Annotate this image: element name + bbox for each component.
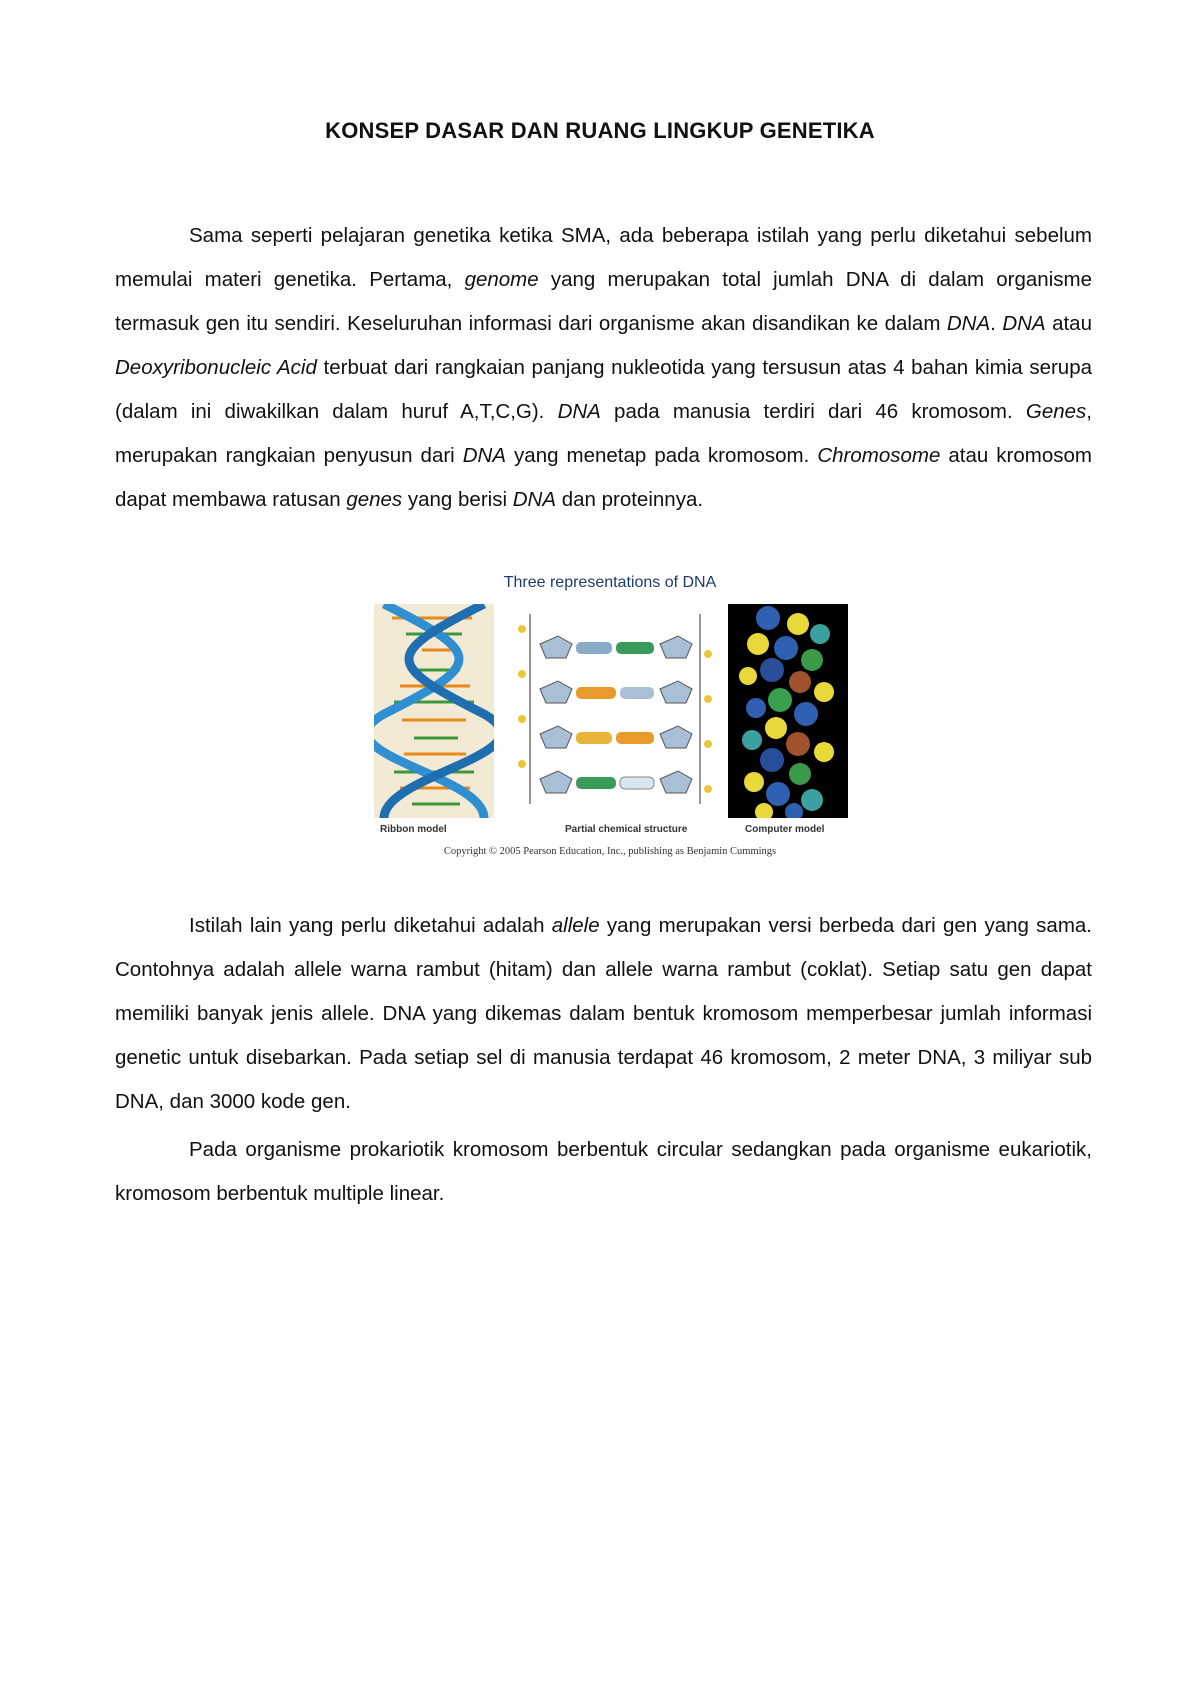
text-run: atau kromosom dapat membawa ratusan bbox=[115, 444, 1092, 511]
paragraph-intro bbox=[115, 214, 1092, 522]
caption-computer-model: Computer model bbox=[745, 824, 825, 835]
text-run: dan proteinnya. bbox=[556, 488, 704, 511]
italic-term: Chromosome bbox=[817, 444, 941, 467]
italic-term: genes bbox=[346, 488, 403, 511]
figure-copyright: Copyright © 2005 Pearson Education, Inc., publishing as Benjamin Cummings bbox=[443, 846, 777, 857]
caption-ribbon-model: Ribbon model bbox=[380, 824, 447, 835]
computer-model-image bbox=[728, 604, 848, 818]
italic-term: Deoxyribonucleic Acid bbox=[115, 356, 317, 379]
text-run: terbuat dari rangkaian panjang nukleotida yang tersusun atas 4 bahan kimia serupa (dalam ini diwakilkan dalam huruf A,T,C,G). bbox=[115, 356, 1092, 423]
dna-figure bbox=[360, 568, 860, 898]
text-run: yang merupakan versi berbeda dari gen yang sama. Contohnya adalah allele warna rambut (hitam) dan allele warna rambut (coklat). Setiap satu gen dapat memiliki banyak jenis allele. DNA yang dikemas dalam bentuk kromosom memperbesar jumlah informasi genetic untuk disebarkan. Pada setiap sel di manusia terdapat 46 kromosom, 2 meter DNA, 3 miliyar sub DNA, dan 3000 kode gen. bbox=[115, 914, 1092, 1113]
text-run: Sama seperti pelajaran genetika ketika SMA, ada beberapa istilah yang perlu diketahui sebelum memulai materi genetika. Pertama, bbox=[115, 224, 1092, 291]
ribbon-model-image bbox=[374, 604, 494, 818]
italic-term: allele bbox=[551, 914, 600, 937]
italic-term: DNA bbox=[946, 312, 991, 335]
text-run: yang menetap pada kromosom. bbox=[506, 444, 818, 467]
text-run: pada manusia terdiri dari 46 kromosom. bbox=[600, 400, 1026, 423]
italic-term: DNA bbox=[512, 488, 557, 511]
text-run: yang berisi bbox=[402, 488, 513, 511]
italic-term: genome bbox=[464, 268, 539, 291]
chemical-structure-image bbox=[510, 604, 720, 818]
text-run: , merupakan rangkaian penyusun dari bbox=[115, 400, 1092, 467]
document-title: KONSEP DASAR DAN RUANG LINGKUP GENETIKA bbox=[325, 118, 875, 143]
italic-term: DNA bbox=[462, 444, 507, 467]
paragraph-chromosome-shape bbox=[115, 1128, 1092, 1216]
caption-chemical-structure: Partial chemical structure bbox=[565, 824, 688, 835]
italic-term: DNA bbox=[557, 400, 601, 423]
text-run: Istilah lain yang perlu diketahui adalah bbox=[189, 914, 552, 937]
italic-term: Genes bbox=[1025, 400, 1087, 423]
text-run: . bbox=[990, 312, 1003, 335]
text-run: Pada organisme prokariotik kromosom berbentuk circular sedangkan pada organisme eukariotik, kromosom berbentuk multiple linear. bbox=[115, 1138, 1092, 1205]
figure-title: Three representations of DNA bbox=[503, 574, 717, 591]
text-run: yang merupakan total jumlah DNA di dalam organisme termasuk gen itu sendiri. Keseluruhan informasi dari organisme akan disandikan ke dalam bbox=[115, 268, 1092, 335]
paragraph-allele bbox=[115, 904, 1092, 1124]
italic-term: DNA bbox=[1002, 312, 1046, 335]
text-run: atau bbox=[1045, 312, 1092, 335]
